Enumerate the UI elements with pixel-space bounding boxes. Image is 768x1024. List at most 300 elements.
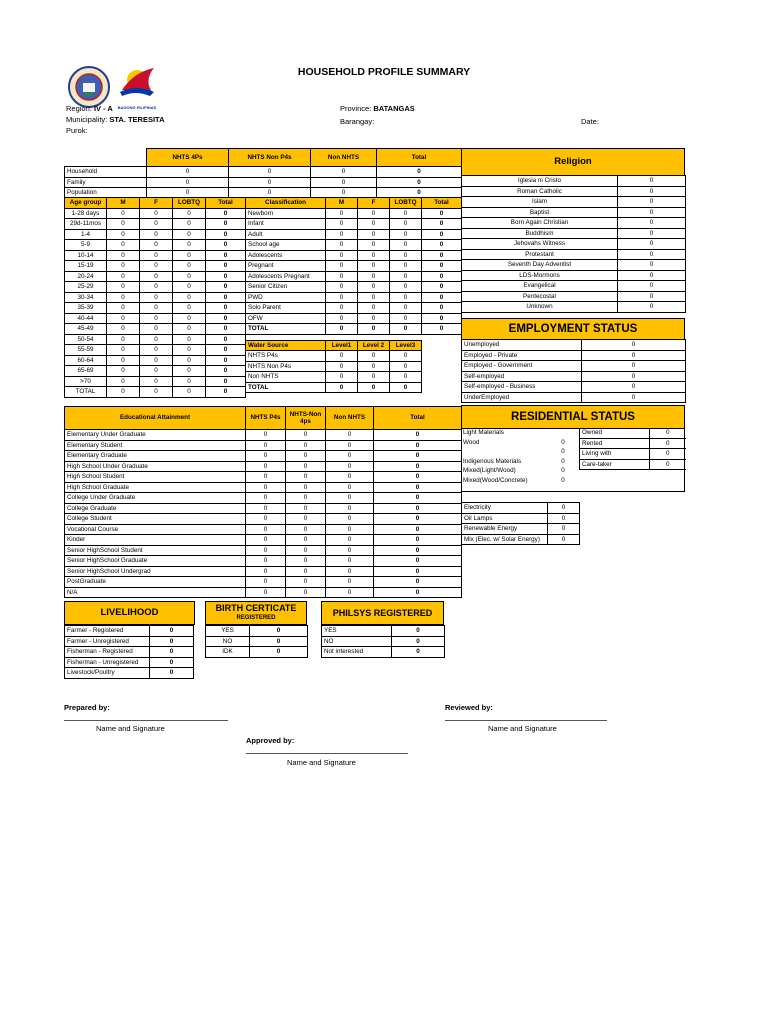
age-group-row xyxy=(65,387,246,398)
birth-subtitle-text: REGISTERED xyxy=(236,615,276,621)
value-cell: 0 xyxy=(140,261,173,272)
value-cell: 0 xyxy=(173,324,206,335)
col-nhts-4ps: NHTS 4Ps xyxy=(147,149,229,167)
age-group-row xyxy=(65,292,246,303)
value-cell: 0 xyxy=(326,282,358,293)
nhts-row-family xyxy=(65,177,462,188)
value-cell: 0 xyxy=(140,355,173,366)
row-label: Islam xyxy=(462,197,618,208)
employment-row xyxy=(462,371,686,382)
religion-row xyxy=(462,228,686,239)
row-label: NHTS Non P4s xyxy=(246,361,326,372)
water-source-row xyxy=(246,351,422,362)
age-group-row xyxy=(65,313,246,324)
value-cell: 0 xyxy=(173,292,206,303)
row-label: Indigenous Materials xyxy=(463,457,522,465)
cell: 0 xyxy=(147,167,229,178)
row-label: College Under Graduate xyxy=(65,493,246,504)
value-cell: 0 xyxy=(107,345,140,356)
row-label: Jehovahs Witness xyxy=(462,239,618,250)
value-cell: 0 xyxy=(206,334,246,345)
ownership-row xyxy=(580,449,686,460)
value-cell: 0 xyxy=(326,524,374,535)
row-label: 60-64 xyxy=(65,355,107,366)
value-cell: 0 xyxy=(107,366,140,377)
row-label: 29d-11mos xyxy=(65,219,107,230)
cell: 0 xyxy=(311,177,377,188)
value-cell: 0 xyxy=(206,387,246,398)
prepared-signature-line xyxy=(64,720,228,721)
row-label: UnderEmployed xyxy=(462,392,582,403)
municipality-line xyxy=(66,115,165,124)
value-cell: 0 xyxy=(618,207,686,218)
value-cell: 0 xyxy=(173,219,206,230)
religion-row xyxy=(462,207,686,218)
value-cell: 0 xyxy=(246,461,286,472)
religion-row xyxy=(462,176,686,187)
row-label: TOTAL xyxy=(246,324,326,335)
value-cell: 0 xyxy=(390,208,422,219)
religion-row xyxy=(462,260,686,271)
value-cell: 0 xyxy=(150,636,194,647)
birth-certificate-table xyxy=(205,625,308,658)
age-group-row xyxy=(65,345,246,356)
age-group-row xyxy=(65,250,246,261)
row-label: Renewable Energy xyxy=(462,524,548,535)
row-label: TOTAL xyxy=(65,387,107,398)
nhts-row-household xyxy=(65,167,462,178)
value-cell: 0 xyxy=(326,250,358,261)
value-cell: 0 xyxy=(246,587,286,598)
value-cell: 0 xyxy=(206,261,246,272)
religion-row xyxy=(462,302,686,313)
row-label: N/A xyxy=(65,587,246,598)
row-label: OFW xyxy=(246,313,326,324)
material-row xyxy=(461,438,579,448)
level2-header: Level 2 xyxy=(358,340,390,351)
region-label: Region: xyxy=(66,104,92,113)
province-value: BATANGAS xyxy=(373,104,415,113)
value-cell: 0 xyxy=(107,261,140,272)
value-cell: 0 xyxy=(326,219,358,230)
energy-row xyxy=(462,513,580,524)
value-cell: 0 xyxy=(374,451,462,462)
value-cell: 0 xyxy=(326,271,358,282)
row-label: Electricity xyxy=(462,503,548,514)
value-cell: 0 xyxy=(286,577,326,588)
value-cell: 0 xyxy=(358,372,390,383)
value-cell: 0 xyxy=(390,282,422,293)
value-cell: 0 xyxy=(140,229,173,240)
value-cell: 0 xyxy=(390,261,422,272)
value-cell: 0 xyxy=(173,250,206,261)
value-cell xyxy=(547,428,579,438)
row-label: Infant xyxy=(246,219,326,230)
value-cell: 0 xyxy=(326,587,374,598)
value-cell: 0 xyxy=(286,524,326,535)
age-group-row xyxy=(65,334,246,345)
education-row xyxy=(65,461,462,472)
value-cell: 0 xyxy=(140,240,173,251)
row-label: Roman Catholic xyxy=(462,186,618,197)
row-label: Senior HighSchool Graduate xyxy=(65,556,246,567)
row-label: 10-14 xyxy=(65,250,107,261)
row-label: Fisherman - Registered xyxy=(65,647,150,658)
value-cell: 0 xyxy=(140,292,173,303)
age-group-row xyxy=(65,219,246,230)
row-label: YES xyxy=(206,626,250,637)
education-table xyxy=(64,406,462,598)
row-label: PostGraduate xyxy=(65,577,246,588)
row-label: NO xyxy=(206,636,250,647)
row-label: Elementary Student xyxy=(65,440,246,451)
classification-header: Classification xyxy=(246,198,326,209)
value-cell: 0 xyxy=(246,545,286,556)
value-cell: 0 xyxy=(286,545,326,556)
value-cell: 0 xyxy=(173,313,206,324)
row-label: Farmer - Registered xyxy=(65,626,150,637)
birth-certificate-title xyxy=(205,601,307,625)
value-cell: 0 xyxy=(390,351,422,362)
value-cell: 0 xyxy=(173,271,206,282)
row-label: Protestant xyxy=(462,249,618,260)
row-label: Unemployed xyxy=(462,340,582,351)
reviewed-name-signature: Name and Signature xyxy=(488,724,557,733)
birth-row xyxy=(206,636,308,647)
value-cell: 0 xyxy=(326,577,374,588)
value-cell: 0 xyxy=(107,271,140,282)
row-label: Born Again Christian xyxy=(462,218,618,229)
row-label: Vocational Course xyxy=(65,524,246,535)
value-cell: 0 xyxy=(358,219,390,230)
row-label: Senior Citizen xyxy=(246,282,326,293)
female-header: F xyxy=(140,198,173,209)
education-row xyxy=(65,566,462,577)
value-cell: 0 xyxy=(618,218,686,229)
value-cell: 0 xyxy=(618,260,686,271)
energy-row xyxy=(462,524,580,535)
row-label: Owned xyxy=(580,428,650,438)
cell: 0 xyxy=(311,188,377,199)
value-cell: 0 xyxy=(140,324,173,335)
value-cell: 0 xyxy=(286,430,326,441)
value-cell: 0 xyxy=(246,514,286,525)
value-cell: 0 xyxy=(326,535,374,546)
value-cell: 0 xyxy=(246,493,286,504)
age-group-header: Age group xyxy=(65,198,107,209)
value-cell: 0 xyxy=(206,313,246,324)
value-cell: 0 xyxy=(358,382,390,393)
education-row xyxy=(65,587,462,598)
nhts-summary-table xyxy=(64,148,462,199)
row-label: 55-59 xyxy=(65,345,107,356)
row-label: College Graduate xyxy=(65,503,246,514)
value-cell: 0 xyxy=(374,440,462,451)
religion-row xyxy=(462,270,686,281)
philsys-title: PHILSYS REGISTERED xyxy=(321,601,444,625)
value-cell: 0 xyxy=(140,250,173,261)
education-row xyxy=(65,556,462,567)
ownership-table xyxy=(579,428,686,470)
value-cell: 0 xyxy=(582,371,686,382)
row-label: 15-19 xyxy=(65,261,107,272)
value-cell: 0 xyxy=(618,186,686,197)
value-cell: 0 xyxy=(390,292,422,303)
value-cell: 0 xyxy=(650,428,686,438)
value-cell: 0 xyxy=(374,587,462,598)
row-label: Seventh Day Adventist xyxy=(462,260,618,271)
value-cell: 0 xyxy=(374,514,462,525)
value-cell: 0 xyxy=(107,250,140,261)
row-label: Senior HighSchool Undergrad xyxy=(65,566,246,577)
birth-title-text: BIRTH CERTICATE xyxy=(215,603,297,613)
col-non-nhts: Non NHTS xyxy=(311,149,377,167)
philsys-row xyxy=(322,647,445,658)
approved-by-label: Approved by: xyxy=(246,736,295,745)
classification-row xyxy=(246,261,462,272)
value-cell: 0 xyxy=(140,345,173,356)
male-header: M xyxy=(326,198,358,209)
value-cell: 0 xyxy=(422,324,462,335)
value-cell: 0 xyxy=(358,292,390,303)
birth-row xyxy=(206,626,308,637)
value-cell: 0 xyxy=(246,430,286,441)
age-group-row xyxy=(65,271,246,282)
value-cell: 0 xyxy=(358,261,390,272)
value-cell: 0 xyxy=(206,240,246,251)
value-cell: 0 xyxy=(140,208,173,219)
row-label: Adolescents Pregnant xyxy=(246,271,326,282)
value-cell: 0 xyxy=(140,282,173,293)
value-cell: 0 xyxy=(358,351,390,362)
value-cell: 0 xyxy=(150,657,194,668)
value-cell: 0 xyxy=(140,366,173,377)
value-cell: 0 xyxy=(390,250,422,261)
value-cell: 0 xyxy=(374,535,462,546)
total-header: Total xyxy=(206,198,246,209)
value-cell: 0 xyxy=(250,647,308,658)
education-row xyxy=(65,451,462,462)
row-label: Wood xyxy=(463,438,480,446)
row-label: Pregnant xyxy=(246,261,326,272)
value-cell: 0 xyxy=(107,355,140,366)
value-cell: 0 xyxy=(286,556,326,567)
row-label: Employed - Government xyxy=(462,361,582,372)
lobtq-header: LOBTQ xyxy=(390,198,422,209)
row-label: Household xyxy=(65,167,147,178)
value-cell: 0 xyxy=(206,229,246,240)
value-cell: 0 xyxy=(374,482,462,493)
value-cell: 0 xyxy=(206,303,246,314)
nhts-corner xyxy=(65,149,147,167)
value-cell: 0 xyxy=(374,545,462,556)
value-cell: 0 xyxy=(358,303,390,314)
reviewed-by-label: Reviewed by: xyxy=(445,703,493,712)
value-cell: 0 xyxy=(548,534,580,545)
value-cell: 0 xyxy=(326,566,374,577)
row-label: School age xyxy=(246,240,326,251)
value-cell: 0 xyxy=(422,240,462,251)
cell: 0 xyxy=(377,177,462,188)
value-cell: 0 xyxy=(206,355,246,366)
value-cell: 0 xyxy=(422,208,462,219)
row-label: >70 xyxy=(65,376,107,387)
value-cell: 0 xyxy=(326,240,358,251)
philsys-table xyxy=(321,625,445,658)
classification-row xyxy=(246,313,462,324)
value-cell: 0 xyxy=(326,313,358,324)
water-source-table xyxy=(245,340,422,394)
row-label: 20-24 xyxy=(65,271,107,282)
value-cell: 0 xyxy=(246,482,286,493)
row-label: 1-28 days xyxy=(65,208,107,219)
value-cell: 0 xyxy=(390,313,422,324)
value-cell: 0 xyxy=(286,493,326,504)
value-cell: 0 xyxy=(326,208,358,219)
age-group-row xyxy=(65,376,246,387)
energy-table xyxy=(461,502,580,545)
value-cell: 0 xyxy=(390,324,422,335)
row-label: Kinder xyxy=(65,535,246,546)
value-cell: 0 xyxy=(650,438,686,449)
page-title: HOUSEHOLD PROFILE SUMMARY xyxy=(297,66,471,78)
row-label: Not interested xyxy=(322,647,392,658)
value-cell: 0 xyxy=(206,282,246,293)
row-label: Farmer - Unregistered xyxy=(65,636,150,647)
age-group-row xyxy=(65,366,246,377)
value-cell: 0 xyxy=(390,240,422,251)
municipality-label: Municipality: xyxy=(66,115,108,124)
value-cell: 0 xyxy=(206,292,246,303)
value-cell: 0 xyxy=(140,376,173,387)
value-cell: 0 xyxy=(250,636,308,647)
region-line xyxy=(66,104,113,113)
row-label: Elementary Graduate xyxy=(65,451,246,462)
livelihood-table xyxy=(64,625,194,679)
education-header: Educational Attainment xyxy=(65,407,246,430)
cell: 0 xyxy=(229,167,311,178)
value-cell: 0 xyxy=(582,361,686,372)
row-label: High School Graduate xyxy=(65,482,246,493)
value-cell: 0 xyxy=(548,513,580,524)
value-cell: 0 xyxy=(107,387,140,398)
row-label: Livestock/Poultry xyxy=(65,668,150,679)
energy-row xyxy=(462,534,580,545)
value-cell: 0 xyxy=(326,493,374,504)
male-header: M xyxy=(107,198,140,209)
value-cell: 0 xyxy=(286,440,326,451)
row-label: Mix (Elec. w/ Solar Energy) xyxy=(462,534,548,545)
value-cell: 0 xyxy=(173,303,206,314)
value-cell: 0 xyxy=(561,476,565,484)
value-cell: 0 xyxy=(326,503,374,514)
value-cell: 0 xyxy=(286,451,326,462)
reviewed-signature-line xyxy=(445,720,607,721)
value-cell: 0 xyxy=(390,382,422,393)
value-cell: 0 xyxy=(206,250,246,261)
value-cell: 0 xyxy=(374,556,462,567)
row-label: 65-69 xyxy=(65,366,107,377)
value-cell: 0 xyxy=(618,281,686,292)
employment-row xyxy=(462,361,686,372)
value-cell: 0 xyxy=(618,291,686,302)
value-cell: 0 xyxy=(206,208,246,219)
age-group-row xyxy=(65,303,246,314)
row-label: Rented xyxy=(580,438,650,449)
value-cell: 0 xyxy=(326,372,358,383)
value-cell: 0 xyxy=(582,340,686,351)
row-label: High School Under Graduate xyxy=(65,461,246,472)
row-label: 35-39 xyxy=(65,303,107,314)
prepared-name-signature: Name and Signature xyxy=(96,724,165,733)
approved-signature-line xyxy=(246,753,408,754)
value-cell: 0 xyxy=(246,566,286,577)
value-cell: 0 xyxy=(618,239,686,250)
livelihood-row xyxy=(65,657,194,668)
value-cell: 0 xyxy=(140,303,173,314)
row-label: Baptist xyxy=(462,207,618,218)
education-row xyxy=(65,577,462,588)
value-cell: 0 xyxy=(140,271,173,282)
row-label: Iglesia ni Cristo xyxy=(462,176,618,187)
col-nhts-non-p4s: NHTS Non P4s xyxy=(229,149,311,167)
row-label: LDS-Mormons xyxy=(462,270,618,281)
value-cell: 0 xyxy=(150,626,194,637)
value-cell: 0 xyxy=(246,524,286,535)
value-cell: 0 xyxy=(140,219,173,230)
religion-table xyxy=(461,175,686,313)
value-cell: 0 xyxy=(286,566,326,577)
value-cell: 0 xyxy=(582,382,686,393)
material-row xyxy=(461,428,579,438)
value-cell: 0 xyxy=(326,440,374,451)
livelihood-row xyxy=(65,647,194,658)
value-cell: 0 xyxy=(173,366,206,377)
age-group-table xyxy=(64,197,246,398)
row-label: 50-54 xyxy=(65,334,107,345)
region-value: IV - A xyxy=(93,104,113,113)
livelihood-title: LIVELIHOOD xyxy=(64,601,195,625)
material-row xyxy=(461,466,579,476)
value-cell: 0 xyxy=(107,376,140,387)
value-cell: 0 xyxy=(326,545,374,556)
value-cell: 0 xyxy=(173,208,206,219)
energy-row xyxy=(462,503,580,514)
row-label: Mixed(Wood/Concrete) xyxy=(463,476,528,484)
value-cell: 0 xyxy=(390,219,422,230)
bagong-pilipinas-text: BAGONG PILIPINAS xyxy=(117,105,157,110)
row-label: Living with xyxy=(580,449,650,460)
row-label: Self-employed - Business xyxy=(462,382,582,393)
row-label: 5-9 xyxy=(65,240,107,251)
value-cell: 0 xyxy=(173,334,206,345)
ownership-row xyxy=(580,428,686,438)
municipality-value: STA. TERESITA xyxy=(109,115,165,124)
water-source-row xyxy=(246,372,422,383)
value-cell: 0 xyxy=(173,355,206,366)
value-cell: 0 xyxy=(326,382,358,393)
age-group-row xyxy=(65,355,246,366)
education-row xyxy=(65,493,462,504)
value-cell: 0 xyxy=(390,271,422,282)
value-cell: 0 xyxy=(173,376,206,387)
value-cell: 0 xyxy=(107,240,140,251)
value-cell: 0 xyxy=(326,361,358,372)
value-cell: 0 xyxy=(374,461,462,472)
row-label: Family xyxy=(65,177,147,188)
ownership-row xyxy=(580,438,686,449)
value-cell: 0 xyxy=(618,249,686,260)
